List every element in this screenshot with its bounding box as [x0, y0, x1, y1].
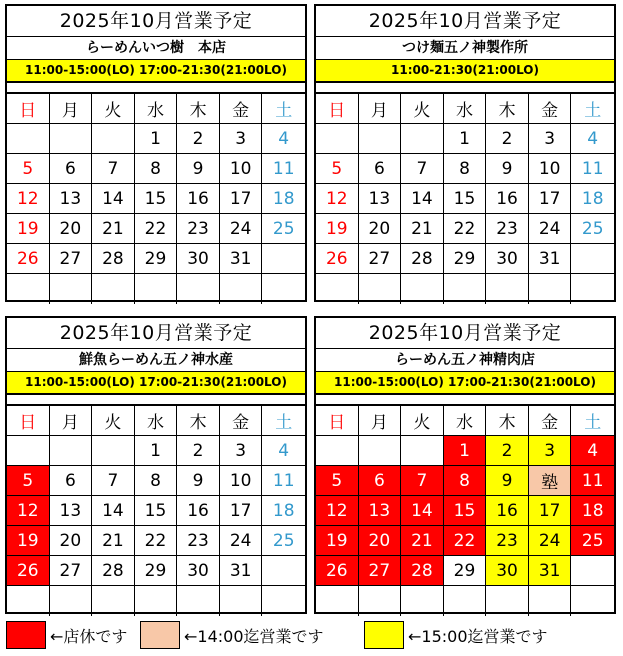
day-cell: 18	[262, 184, 305, 214]
day-cell: 5	[316, 154, 359, 184]
day-cell	[50, 586, 93, 616]
day-cell: 19	[7, 526, 50, 556]
day-cell: 9	[486, 154, 529, 184]
day-cell: 24	[529, 526, 572, 556]
day-cell	[316, 124, 359, 154]
weekday-header: 日	[7, 406, 50, 436]
weekday-header: 火	[401, 94, 444, 124]
day-cell	[444, 586, 487, 616]
day-cell	[486, 274, 529, 304]
legend-swatch-until-1500	[364, 621, 404, 649]
day-cell: 26	[316, 244, 359, 274]
calendar-grid	[7, 94, 305, 304]
header-gap	[316, 395, 614, 406]
day-cell: 11	[262, 466, 305, 496]
day-cell: 3	[220, 124, 263, 154]
day-cell: 26	[7, 244, 50, 274]
day-cell: 24	[220, 214, 263, 244]
day-cell: 6	[359, 154, 402, 184]
weekday-header: 金	[220, 94, 263, 124]
calendar-title: 2025年10月営業予定	[7, 318, 305, 349]
day-cell: 28	[401, 556, 444, 586]
day-cell: 21	[92, 526, 135, 556]
day-cell: 5	[7, 466, 50, 496]
day-cell: 29	[444, 556, 487, 586]
day-cell	[486, 586, 529, 616]
day-cell: 17	[220, 496, 263, 526]
day-cell	[7, 586, 50, 616]
day-cell	[7, 436, 50, 466]
day-cell: 31	[220, 244, 263, 274]
day-cell	[92, 586, 135, 616]
day-cell: 14	[401, 496, 444, 526]
day-cell: 2	[486, 124, 529, 154]
day-cell: 13	[359, 184, 402, 214]
business-hours: 11:00-15:00(LO) 17:00-21:30(21:00LO)	[7, 60, 305, 83]
day-cell	[571, 556, 614, 586]
day-cell	[401, 124, 444, 154]
weekday-header: 木	[177, 94, 220, 124]
day-cell: 30	[486, 556, 529, 586]
day-cell: 20	[359, 526, 402, 556]
day-cell	[7, 274, 50, 304]
day-cell: 23	[177, 526, 220, 556]
day-cell	[177, 274, 220, 304]
day-cell: 15	[444, 496, 487, 526]
day-cell: 10	[220, 154, 263, 184]
header-gap	[316, 83, 614, 94]
day-cell: 8	[135, 154, 178, 184]
day-cell	[177, 586, 220, 616]
day-cell: 29	[135, 556, 178, 586]
calendar-panel-honten	[5, 4, 307, 302]
day-cell: 19	[7, 214, 50, 244]
calendar-panel-tsukemen	[314, 4, 616, 302]
day-cell	[571, 274, 614, 304]
day-cell: 15	[135, 496, 178, 526]
business-hours: 11:00-21:30(21:00LO)	[316, 60, 614, 83]
day-cell: 12	[316, 496, 359, 526]
weekday-header: 日	[7, 94, 50, 124]
day-cell: 27	[359, 556, 402, 586]
day-cell: 6	[359, 466, 402, 496]
day-cell	[50, 274, 93, 304]
day-cell: 28	[92, 244, 135, 274]
shop-name: らーめん五ノ神精肉店	[316, 349, 614, 372]
day-cell: 26	[7, 556, 50, 586]
weekday-header: 木	[177, 406, 220, 436]
day-cell	[92, 436, 135, 466]
day-cell: 1	[444, 124, 487, 154]
day-cell: 3	[529, 436, 572, 466]
day-cell: 20	[50, 526, 93, 556]
calendar-grid	[316, 406, 614, 616]
shop-name: つけ麺五ノ神製作所	[316, 37, 614, 60]
weekday-header: 水	[444, 406, 487, 436]
day-cell: 29	[135, 244, 178, 274]
day-cell: 21	[92, 214, 135, 244]
day-cell: 5	[316, 466, 359, 496]
day-cell: 21	[401, 214, 444, 244]
weekday-header: 土	[571, 94, 614, 124]
day-cell: 20	[359, 214, 402, 244]
day-cell	[135, 274, 178, 304]
shop-name: 鮮魚らーめん五ノ神水産	[7, 349, 305, 372]
day-cell: 25	[262, 526, 305, 556]
day-cell	[359, 436, 402, 466]
calendar-panel-suisan	[5, 316, 307, 614]
day-cell: 1	[135, 436, 178, 466]
legend-closed	[6, 620, 127, 650]
weekday-header: 金	[529, 406, 572, 436]
day-cell: 4	[262, 436, 305, 466]
day-cell: 4	[571, 124, 614, 154]
day-cell: 31	[529, 556, 572, 586]
day-cell: 11	[262, 154, 305, 184]
day-cell: 17	[220, 184, 263, 214]
calendar-title: 2025年10月営業予定	[316, 6, 614, 37]
day-cell	[262, 586, 305, 616]
day-cell	[401, 586, 444, 616]
day-cell: 18	[262, 496, 305, 526]
day-cell: 14	[92, 496, 135, 526]
legend-until-1400	[140, 620, 324, 650]
weekday-header: 水	[135, 94, 178, 124]
day-cell: 6	[50, 466, 93, 496]
day-cell: 11	[571, 466, 614, 496]
day-cell	[316, 436, 359, 466]
day-cell	[529, 586, 572, 616]
day-cell: 22	[444, 214, 487, 244]
day-cell: 23	[177, 214, 220, 244]
day-cell: 3	[220, 436, 263, 466]
day-cell: 3	[529, 124, 572, 154]
day-cell	[444, 274, 487, 304]
weekday-header: 月	[359, 94, 402, 124]
calendar-title: 2025年10月営業予定	[316, 318, 614, 349]
weekday-header: 水	[444, 94, 487, 124]
day-cell: 8	[444, 154, 487, 184]
legend	[6, 620, 618, 650]
day-cell: 15	[444, 184, 487, 214]
day-cell	[359, 124, 402, 154]
day-cell: 26	[316, 556, 359, 586]
day-cell: 2	[486, 436, 529, 466]
weekday-header: 火	[92, 94, 135, 124]
day-cell: 27	[50, 244, 93, 274]
day-cell: 19	[316, 526, 359, 556]
day-cell: 31	[220, 556, 263, 586]
day-cell: 10	[529, 154, 572, 184]
header-gap	[7, 83, 305, 94]
day-cell: 2	[177, 124, 220, 154]
day-cell	[262, 274, 305, 304]
day-cell: 27	[359, 244, 402, 274]
day-cell: 7	[92, 154, 135, 184]
day-cell: 22	[444, 526, 487, 556]
day-cell: 8	[135, 466, 178, 496]
day-cell: 22	[135, 526, 178, 556]
weekday-header: 日	[316, 94, 359, 124]
day-cell	[262, 244, 305, 274]
day-cell: 14	[92, 184, 135, 214]
weekday-header: 火	[92, 406, 135, 436]
day-cell	[316, 274, 359, 304]
day-cell: 25	[571, 526, 614, 556]
weekday-header: 月	[50, 406, 93, 436]
day-cell: 16	[177, 184, 220, 214]
business-hours: 11:00-15:00(LO) 17:00-21:30(21:00LO)	[316, 372, 614, 395]
day-cell: 25	[262, 214, 305, 244]
day-cell	[92, 274, 135, 304]
day-cell: 23	[486, 214, 529, 244]
day-cell: 7	[401, 466, 444, 496]
weekday-header: 木	[486, 406, 529, 436]
day-cell: 7	[401, 154, 444, 184]
day-cell: 12	[316, 184, 359, 214]
day-cell: 6	[50, 154, 93, 184]
legend-swatch-until-1400	[140, 621, 180, 649]
day-cell	[7, 124, 50, 154]
day-cell: 24	[220, 526, 263, 556]
day-cell	[50, 124, 93, 154]
day-cell: 29	[444, 244, 487, 274]
day-cell: 1	[444, 436, 487, 466]
day-cell: 31	[529, 244, 572, 274]
day-cell	[316, 586, 359, 616]
day-cell: 15	[135, 184, 178, 214]
day-cell	[50, 436, 93, 466]
weekday-header: 土	[262, 406, 305, 436]
day-cell: 7	[92, 466, 135, 496]
day-cell: 11	[571, 154, 614, 184]
day-cell	[401, 274, 444, 304]
day-cell	[92, 124, 135, 154]
day-cell	[571, 586, 614, 616]
day-cell: 30	[486, 244, 529, 274]
calendar-grid	[316, 94, 614, 304]
day-cell: 8	[444, 466, 487, 496]
day-cell: 17	[529, 496, 572, 526]
weekday-header: 水	[135, 406, 178, 436]
day-cell	[220, 274, 263, 304]
weekday-header: 金	[220, 406, 263, 436]
legend-until-1500	[364, 620, 548, 650]
day-cell: 13	[359, 496, 402, 526]
day-cell: 16	[486, 184, 529, 214]
day-cell	[359, 586, 402, 616]
day-cell: 25	[571, 214, 614, 244]
day-cell: 4	[571, 436, 614, 466]
shop-name: らーめんいつ樹 本店	[7, 37, 305, 60]
day-cell	[401, 436, 444, 466]
day-cell	[359, 274, 402, 304]
legend-swatch-closed	[6, 621, 46, 649]
weekday-header: 木	[486, 94, 529, 124]
calendar-grid	[7, 406, 305, 616]
day-cell: 23	[486, 526, 529, 556]
day-cell: 16	[177, 496, 220, 526]
day-cell: 24	[529, 214, 572, 244]
day-cell: 30	[177, 556, 220, 586]
day-cell: 9	[177, 154, 220, 184]
calendar-panel-seinikuten	[314, 316, 616, 614]
day-cell: 13	[50, 496, 93, 526]
day-cell: 17	[529, 184, 572, 214]
day-cell: 30	[177, 244, 220, 274]
day-cell: 塾	[529, 466, 572, 496]
day-cell	[529, 274, 572, 304]
weekday-header: 月	[359, 406, 402, 436]
day-cell: 14	[401, 184, 444, 214]
weekday-header: 土	[571, 406, 614, 436]
weekday-header: 火	[401, 406, 444, 436]
day-cell: 28	[401, 244, 444, 274]
business-hours: 11:00-15:00(LO) 17:00-21:30(21:00LO)	[7, 372, 305, 395]
day-cell: 22	[135, 214, 178, 244]
day-cell: 21	[401, 526, 444, 556]
day-cell: 12	[7, 496, 50, 526]
weekday-header: 金	[529, 94, 572, 124]
day-cell: 5	[7, 154, 50, 184]
day-cell	[571, 244, 614, 274]
legend-label-until-1400: ←14:00迄営業です	[184, 626, 324, 646]
day-cell: 1	[135, 124, 178, 154]
calendar-title: 2025年10月営業予定	[7, 6, 305, 37]
day-cell	[135, 586, 178, 616]
day-cell: 13	[50, 184, 93, 214]
day-cell: 19	[316, 214, 359, 244]
day-cell: 2	[177, 436, 220, 466]
legend-label-closed: ←店休です	[50, 626, 128, 646]
weekday-header: 土	[262, 94, 305, 124]
day-cell: 9	[177, 466, 220, 496]
day-cell	[220, 586, 263, 616]
day-cell: 16	[486, 496, 529, 526]
weekday-header: 日	[316, 406, 359, 436]
day-cell: 18	[571, 496, 614, 526]
day-cell: 18	[571, 184, 614, 214]
day-cell: 12	[7, 184, 50, 214]
legend-label-until-1500: ←15:00迄営業です	[408, 626, 548, 646]
day-cell: 28	[92, 556, 135, 586]
weekday-header: 月	[50, 94, 93, 124]
day-cell: 9	[486, 466, 529, 496]
day-cell: 27	[50, 556, 93, 586]
day-cell	[262, 556, 305, 586]
day-cell: 10	[220, 466, 263, 496]
header-gap	[7, 395, 305, 406]
day-cell: 20	[50, 214, 93, 244]
day-cell: 4	[262, 124, 305, 154]
